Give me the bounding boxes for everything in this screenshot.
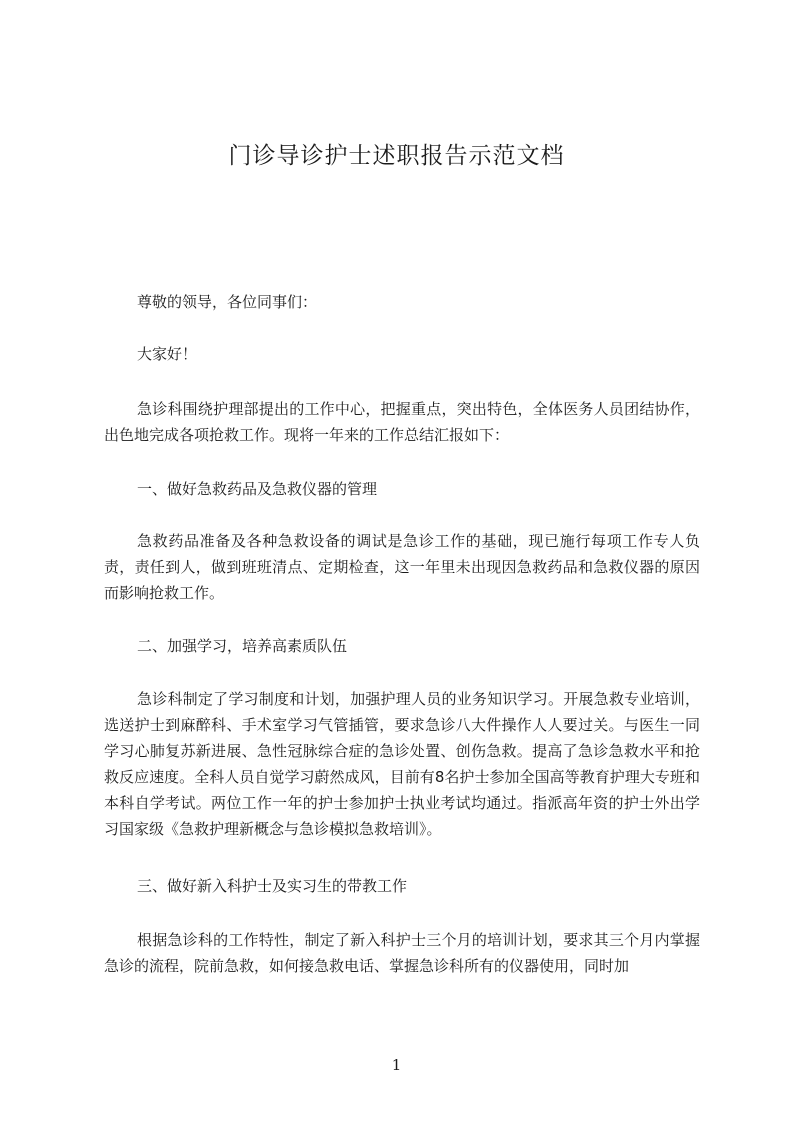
section-1-heading: 一、做好急救药品及急救仪器的管理 bbox=[137, 480, 378, 498]
greeting-text: 尊敬的领导，各位同事们： bbox=[137, 293, 318, 311]
section-2-heading: 二、加强学习，培养高素质队伍 bbox=[137, 637, 348, 655]
intro-paragraph: 急诊科围绕护理部提出的工作中心，把握重点，突出特色，全体医务人员团结协作，出色地完成各项抢救工作。现将一年来的工作总结汇报如下： bbox=[104, 400, 700, 444]
page-title: 门诊导诊护士述职报告示范文档 bbox=[228, 143, 565, 169]
section-3-heading: 三、做好新入科护士及实习生的带教工作 bbox=[137, 877, 408, 895]
hello-text: 大家好！ bbox=[137, 345, 198, 363]
section-1-paragraph: 急救药品准备及各种急救设备的调试是急诊工作的基础，现已施行每项工作专人负责，责任到人，做到班班清点、定期检查，这一年里未出现因急救药品和急救仪器的原因而影响抢救工作。 bbox=[104, 532, 700, 602]
section-2-paragraph: 急诊科制定了学习制度和计划，加强护理人员的业务知识学习。开展急救专业培训，选送护士到麻醉科、手术室学习气管插管，要求急诊八大件操作人人要过关。与医生一同学习心肺复苏新进展、急性冠脉综合症的急诊处置、创伤急救。提高了急诊急救水平和抢救反应速度。全科人员自觉学习蔚然成风，目前有8名护士参加全国高等教育护理大专班和本科自学考试。两位工作一年的护士参加护士执业考试均通过。指派高年资的护士外出学习国家级《急救护理新概念与急诊模拟急救培训》。 bbox=[104, 690, 700, 838]
section-3-paragraph: 根据急诊科的工作特性，制定了新入科护士三个月的培训计划，要求其三个月内掌握急诊的流程，院前急救，如何接急救电话、掌握急诊科所有的仪器使用，同时加 bbox=[104, 931, 700, 975]
page-number: 1 bbox=[391, 1056, 402, 1074]
